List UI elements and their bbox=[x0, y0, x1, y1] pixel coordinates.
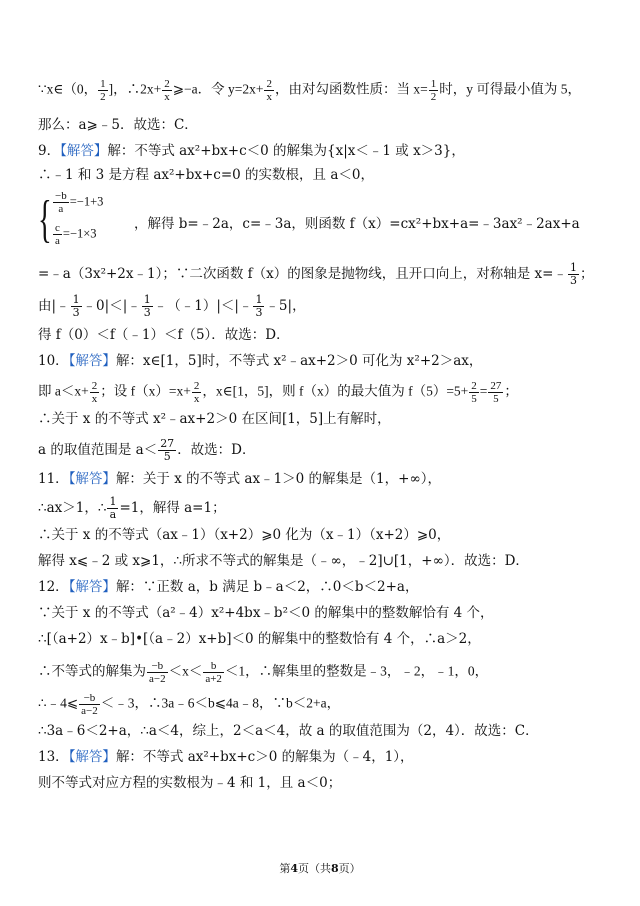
text: ＜﹣3，∴3a﹣6＜b⩽4a﹣8，∵b＜2+a， bbox=[100, 695, 341, 711]
text: 时，y 可得最小值为 5， bbox=[439, 81, 581, 97]
fraction bbox=[53, 222, 62, 247]
text: ∴ax＞1，∴ bbox=[38, 500, 107, 516]
line-9 bbox=[38, 352, 610, 370]
denominator: 2 bbox=[100, 91, 106, 103]
line-16: 解得 x⩽﹣2 或 x⩾1，∴所求不等式的解集是（﹣∞，﹣2]∪[1，+∞）．故选：D． bbox=[38, 553, 529, 569]
text: 解：不等式 ax²+bx+c＞0 的解集为（﹣4，1）， bbox=[115, 749, 414, 765]
fraction bbox=[158, 438, 176, 463]
numerator: 2 bbox=[193, 380, 200, 392]
numerator: −b bbox=[79, 692, 100, 705]
fraction bbox=[90, 380, 100, 405]
line-1 bbox=[38, 78, 610, 103]
line-19: ∴[（a+2）x﹣b]•[（a﹣2）x+b]＜0 的解集中的整数恰有 4 个，∴a＞2， bbox=[38, 631, 481, 647]
line-4: ∴﹣1 和 3 是方程 ax²+bx+c=0 的实数根，且 a＜0， bbox=[38, 167, 374, 183]
system-row-2 bbox=[52, 222, 97, 247]
problem-number: 9． bbox=[38, 143, 61, 159]
footer-text: 页（共 bbox=[298, 862, 331, 875]
line-8: 得 f（0）＜f（﹣1）＜f（5）．故选：D． bbox=[38, 327, 290, 343]
text: =−1×3 bbox=[62, 226, 97, 241]
line-23 bbox=[38, 748, 610, 766]
line-20 bbox=[38, 660, 610, 685]
line-14 bbox=[38, 496, 610, 521]
text: =1，解得 a=1； bbox=[119, 500, 226, 516]
fraction bbox=[98, 78, 108, 103]
text: ∴﹣4⩽ bbox=[38, 695, 79, 711]
text: ，x∈[1，5]，则 f（x）的最大值为 f（5）=5+ bbox=[202, 383, 469, 399]
answer-tag: 【解答】 bbox=[60, 143, 108, 159]
text: ∴不等式的解集为 bbox=[38, 663, 146, 679]
fraction bbox=[71, 294, 82, 319]
numerator: 2 bbox=[266, 78, 272, 90]
numerator: 1 bbox=[569, 261, 577, 274]
problem-number: 13． bbox=[38, 749, 69, 765]
text: 解：∵正数 a，b 满足 b﹣a＜2，∴0＜b＜2+a， bbox=[115, 579, 419, 595]
text: =﹣a（3x²+2x﹣1）；∵二次函数 f（x）的图象是抛物线，且开口向上，对称轴是 x=﹣ bbox=[38, 266, 567, 282]
fraction bbox=[568, 262, 579, 287]
numerator: 1 bbox=[430, 78, 437, 90]
fraction bbox=[107, 496, 118, 521]
text: ﹣5|， bbox=[265, 298, 306, 314]
text: ﹣0|＜|﹣ bbox=[82, 298, 141, 314]
numerator: −b bbox=[55, 190, 67, 202]
denominator: a bbox=[55, 235, 60, 247]
denominator: x bbox=[266, 91, 272, 103]
numerator: 1 bbox=[100, 78, 106, 90]
answer-tag: 【解答】 bbox=[68, 579, 116, 595]
line-24: 则不等式对应方程的实数根为﹣4 和 1，且 a＜0； bbox=[38, 775, 342, 791]
problem-number: 10． bbox=[38, 353, 69, 369]
numerator: 27 bbox=[490, 380, 502, 392]
problem-number: 12． bbox=[38, 579, 69, 595]
numerator: 1 bbox=[72, 293, 80, 306]
numerator: 2 bbox=[471, 380, 477, 392]
fraction bbox=[142, 294, 153, 319]
numerator: 2 bbox=[91, 380, 98, 392]
numerator: 1 bbox=[109, 495, 117, 508]
text: ＜x＜ bbox=[168, 663, 203, 679]
system-row-1 bbox=[52, 190, 103, 215]
denominator: 5 bbox=[493, 393, 499, 405]
answer-tag: 【解答】 bbox=[68, 749, 116, 765]
denominator: a+2 bbox=[205, 673, 222, 685]
denominator: x bbox=[91, 393, 98, 405]
fraction bbox=[203, 660, 224, 685]
equation-system bbox=[38, 188, 134, 254]
text: 解：关于 x 的不等式 ax﹣1＞0 的解集是（1，+∞）， bbox=[115, 471, 441, 487]
denominator: a−2 bbox=[81, 705, 98, 717]
line-6 bbox=[38, 262, 610, 287]
denominator: 3 bbox=[143, 306, 151, 319]
text: ； bbox=[579, 266, 594, 282]
fraction bbox=[79, 692, 100, 717]
fraction bbox=[429, 78, 439, 103]
denominator: a−2 bbox=[149, 673, 166, 685]
line-17 bbox=[38, 578, 610, 596]
numerator: −b bbox=[147, 660, 168, 673]
line-3 bbox=[38, 142, 610, 160]
text: ；设 f（x）=x+ bbox=[100, 383, 191, 399]
denominator: 3 bbox=[255, 306, 263, 319]
denominator: 3 bbox=[72, 306, 80, 319]
line-11: ∴关于 x 的不等式 x²﹣ax+2＞0 在区间[1，5]上有解时， bbox=[38, 411, 391, 427]
numerator: 1 bbox=[143, 293, 151, 306]
line-21 bbox=[38, 692, 610, 717]
page-number: 4 bbox=[290, 862, 298, 875]
line-2: 那么：a⩾﹣5．故选：C． bbox=[38, 117, 198, 133]
line-18: ∵关于 x 的不等式（a²﹣4）x²+4bx﹣b²＜0 的解集中的整数解恰有 4 个， bbox=[38, 605, 494, 621]
fraction bbox=[162, 78, 172, 103]
total-pages: 8 bbox=[331, 862, 339, 875]
text: a 的取值范围是 a＜ bbox=[38, 442, 158, 458]
numerator: b bbox=[203, 660, 224, 673]
numerator: c bbox=[55, 222, 60, 234]
text: =−1+3 bbox=[69, 194, 104, 209]
problem-number: 11． bbox=[38, 471, 69, 487]
text: ，由对勾函数性质：当 x= bbox=[274, 81, 428, 97]
denominator: 2 bbox=[430, 91, 437, 103]
denominator: 5 bbox=[471, 393, 477, 405]
text: = bbox=[479, 383, 488, 399]
text: ＜1，∴解集里的整数是﹣3，﹣2，﹣1，0， bbox=[224, 663, 489, 679]
line-10 bbox=[38, 380, 610, 405]
text: ]，∴2x+ bbox=[108, 81, 162, 97]
fraction bbox=[469, 380, 479, 405]
text: ．故选：D． bbox=[177, 442, 256, 458]
denominator: a bbox=[58, 203, 64, 215]
fraction bbox=[264, 78, 274, 103]
text: 解：x∈[1，5]时，不等式 x²﹣ax+2＞0 可化为 x²+2＞ax， bbox=[115, 353, 483, 369]
line-15: ∴关于 x 的不等式（ax﹣1）（x+2）⩾0 化为（x﹣1）（x+2）⩾0， bbox=[38, 527, 451, 543]
numerator: 2 bbox=[164, 78, 170, 90]
text: ； bbox=[504, 383, 518, 399]
footer-text: 第 bbox=[279, 862, 291, 875]
line-22: ∴3a﹣6＜2+a，∴a＜4，综上，2＜a＜4，故 a 的取值范围为（2，4）．故选：C． bbox=[38, 723, 539, 739]
text: 解：不等式 ax²+bx+c＜0 的解集为{x|x＜﹣1 或 x＞3}， bbox=[107, 143, 465, 159]
line-13 bbox=[38, 470, 610, 488]
text: 由|﹣ bbox=[38, 298, 70, 314]
answer-tag: 【解答】 bbox=[68, 471, 116, 487]
footer-text: 页） bbox=[338, 862, 361, 875]
left-brace: { bbox=[38, 191, 52, 248]
fraction bbox=[488, 380, 503, 405]
denominator: 3 bbox=[569, 274, 577, 287]
fraction bbox=[192, 380, 202, 405]
fraction bbox=[253, 294, 264, 319]
numerator: 27 bbox=[160, 437, 175, 450]
page-footer bbox=[0, 860, 640, 876]
text: ﹣（﹣1）|＜|﹣ bbox=[153, 298, 253, 314]
fraction bbox=[53, 190, 69, 215]
denominator: x bbox=[193, 393, 200, 405]
line-5: ，解得 b=﹣2a，c=﹣3a，则函数 f（x）=cx²+bx+a=﹣3ax²﹣2ax+a bbox=[134, 216, 580, 232]
fraction bbox=[147, 660, 168, 685]
line-7 bbox=[38, 294, 610, 319]
numerator: 1 bbox=[255, 293, 263, 306]
denominator: 5 bbox=[163, 450, 171, 463]
answer-tag: 【解答】 bbox=[68, 353, 116, 369]
line-12 bbox=[38, 438, 610, 463]
text: ∵x∈（0， bbox=[38, 81, 98, 97]
text: 即 a＜x+ bbox=[38, 383, 89, 399]
text: ⩾−a．令 y=2x+ bbox=[172, 81, 264, 97]
denominator: x bbox=[164, 91, 170, 103]
denominator: a bbox=[109, 508, 117, 521]
